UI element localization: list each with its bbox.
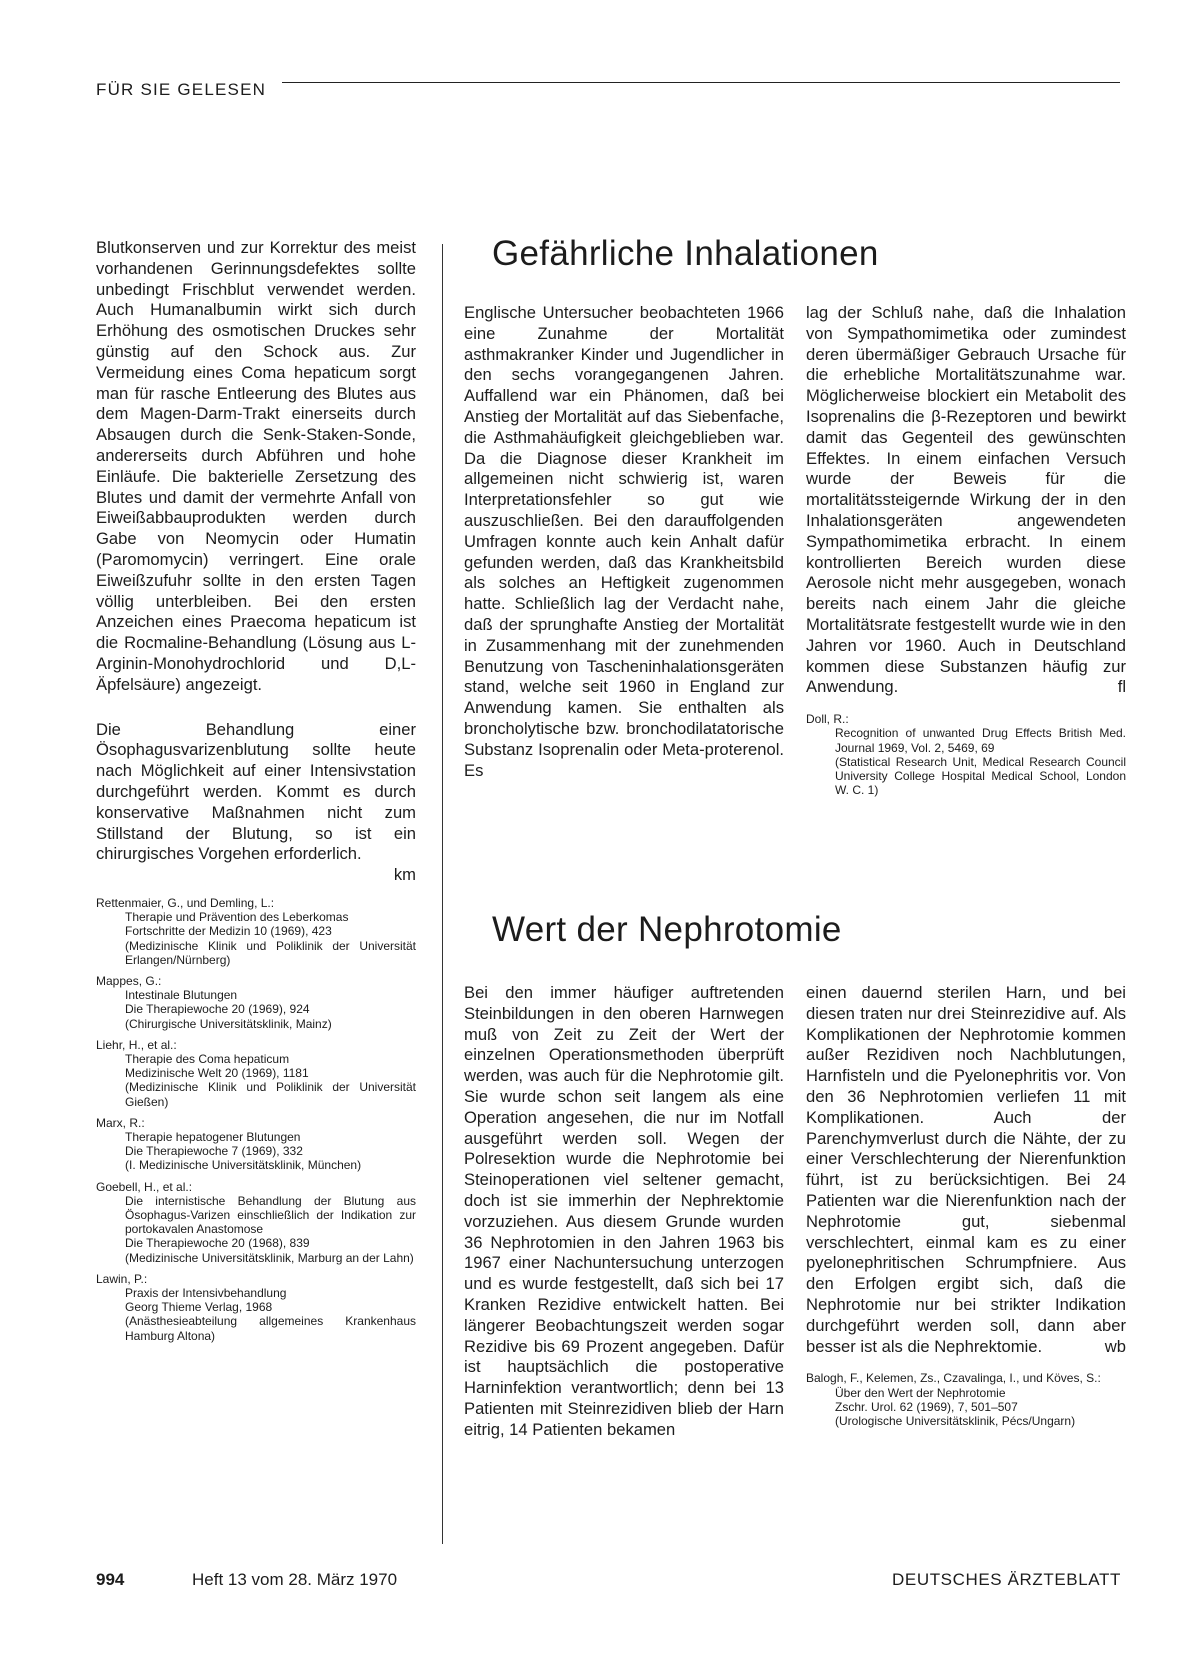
reference	[96, 1038, 416, 1109]
reference-line: Therapie des Coma hepaticum	[125, 1051, 290, 1066]
reference-line: Die Therapiewoche 20 (1969), 924	[125, 1002, 310, 1017]
reference-line: Georg Thieme Verlag, 1968	[125, 1300, 273, 1315]
left-references	[96, 896, 416, 1343]
left-paragraph-2-text: Die Behandlung einer Ösophagusvarizenblutung sollte heute nach Möglichkeit auf einer Intensivstation durchgeführt werden. Kommt es durch konservative Maßnahmen nicht zum Stillstand der Blutung, so ist ein chirurgisches Vorgehen erforderlich.	[96, 719, 416, 864]
reference	[96, 1272, 416, 1343]
reference-line: (Medizinische Universitätsklinik, Marburg an der Lahn)	[125, 1250, 414, 1265]
article-1-text-2-body: lag der Schluß nahe, daß die Inhalation von Sympathomimetika oder zumindest deren übermäßiger Gebrauch Ursache für die erhebliche Mortalitätszunahme war. Möglicherweise blockiert ein Metabolit des Isoprenalins die β-Rezeptoren und bewirkt damit das Gegenteil des gewünschten Effektes. In einem einfachen Versuch wurde der Beweis für die mortalitätssteigernde Wirkung der in den Inhalationsgeräten angewendeten Sympathomimetika erbracht. In einem kontrollierten Bereich wurden diese Aerosole nicht mehr ausgegeben, wonach bereits nach einem Jahr die gleiche Mortalitätsrate festgestellt wurde wie in den Jahren vor 1960. Auch in Deutschland kommen diese Substanzen häufig zur Anwendung.	[806, 303, 1126, 697]
reference-line: Über den Wert der Nephrotomie	[835, 1385, 1006, 1400]
reference-line: (Statistical Research Unit, Medical Research Council University College Hospital Medical School, London W. C. 1)	[835, 754, 1126, 798]
reference-line: Praxis der Intensivbehandlung	[125, 1285, 287, 1300]
reference-line: (Chirurgische Universitätsklinik, Mainz)	[125, 1016, 332, 1031]
journal-name: DEUTSCHES ÄRZTEBLATT	[892, 1570, 1121, 1589]
reference-author: Balogh, F., Kelemen, Zs., Czavalinga, I., und Köves, S.:	[806, 1371, 1101, 1386]
column-divider	[442, 244, 443, 1544]
reference-line: Fortschritte der Medizin 10 (1969), 423	[125, 924, 332, 939]
reference-line: Therapie und Prävention des Leberkomas	[125, 910, 349, 925]
reference-line: (Medizinische Klinik und Poliklinik der Universität Erlangen/Nürnberg)	[125, 938, 416, 967]
reference	[96, 896, 416, 967]
article-2-text-2	[806, 983, 1126, 1357]
article-1-column-1	[464, 303, 784, 781]
article-2-text-1: Bei den immer häufiger auftretenden Steinbildungen in den oberen Harnwegen muß von Zeit zu Zeit der Wert der einzelnen Operationsmethoden überprüft werden, was auch für die Nephrotomie gilt. Sie wurde schon seit langem als eine Operation angesehen, die nur im Notfall ausgeführt werden soll. Wegen der Polresektion wurde die Nephrotomie bei Steinoperationen viel seltener gemacht, doch ist sie immerhin der Nephrektomie vorzuziehen. Aus diesem Grunde wurden 36 Nephrotomien in den Jahren 1963 bis 1967 einer Nachuntersuchung unterzogen und es wurde festgestellt, daß sich bei 17 Kranken Rezidive entwickelt hatten. Bei längerer Beobachtungszeit werden sogar Rezidive bis 69 Prozent angegeben. Dafür ist hauptsächlich die postoperative Harninfektion verantwortlich; denn bei 13 Patienten mit Steinrezidiven blieb der Harn eitrig, 14 Patienten bekamen	[464, 983, 784, 1439]
issue-info: Heft 13 vom 28. März 1970	[192, 1570, 398, 1589]
reference-author: Goebell, H., et al.:	[96, 1179, 193, 1194]
article-1-reference	[806, 712, 1126, 797]
reference-line: Die Therapiewoche 20 (1968), 839	[125, 1236, 310, 1251]
left-paragraph-2	[96, 720, 416, 886]
reference-line: (Medizinische Klinik und Poliklinik der Universität Gießen)	[125, 1080, 416, 1109]
reference-author: Marx, R.:	[96, 1115, 145, 1130]
reference-line: Therapie hepatogener Blutungen	[125, 1129, 301, 1144]
article-1-signature: fl	[1117, 677, 1126, 697]
article-2-column-1	[464, 983, 784, 1441]
reference-line: Medizinische Welt 20 (1969), 1181	[125, 1066, 309, 1081]
reference-line: Intestinale Blutungen	[125, 988, 238, 1003]
reference-author: Mappes, G.:	[96, 973, 162, 988]
page-number: 994	[96, 1570, 125, 1589]
reference-line: (I. Medizinische Universitätsklinik, München)	[125, 1158, 362, 1173]
article-2-signature: wb	[1104, 1336, 1126, 1356]
reference-line: Die Therapiewoche 7 (1969), 332	[125, 1144, 303, 1159]
reference-line: Recognition of unwanted Drug Effects British Med. Journal 1969, Vol. 2, 5469, 69	[835, 726, 1126, 755]
article-2-reference	[806, 1371, 1126, 1428]
reference-line: (Anästhesieabteilung allgemeines Krankenhaus Hamburg Altona)	[125, 1314, 416, 1343]
reference-line: Zschr. Urol. 62 (1969), 7, 501–507	[835, 1399, 1018, 1414]
article-1-text-2	[806, 303, 1126, 698]
reference	[96, 1180, 416, 1265]
section-header: FÜR SIE GELESEN	[96, 80, 267, 99]
reference-line: (Urologische Universitätsklinik, Pécs/Ungarn)	[835, 1413, 1076, 1428]
left-paragraph-1: Blutkonserven und zur Korrektur des meist vorhandenen Gerinnungsdefektes sollte unbedingt Frischblut verwendet werden. Auch Humanalbumin wirkt sich durch Erhöhung des osmotischen Druckes sehr günstig auf den Schock aus. Zur Vermeidung eines Coma hepaticum sorgt man für rasche Entleerung des Blutes aus dem Magen-Darm-Trakt einerseits durch Absaugen durch die Senk-Staken-Sonde, andererseits durch Abführen und hohe Einläufe. Die bakterielle Zersetzung des Blutes und damit der vermehrte Anfall von Eiweißabbauprodukten werden durch Gabe von Neomycin oder Humatin (Paromomycin) verringert. Eine orale Eiweißzufuhr sollte in den ersten Tagen völlig unterbleiben. Bei den ersten Anzeichen eines Praecoma hepaticum ist die Rocmaline-Behandlung (Lösung aus L-Arginin-Monohydrochlorid und D,L-Äpfelsäure) angezeigt.	[96, 238, 416, 694]
left-column	[96, 238, 416, 1350]
reference	[96, 1116, 416, 1173]
reference-author: Doll, R.:	[806, 712, 849, 727]
article-2-text-2-body: einen dauernd sterilen Harn, und bei diesen traten nur drei Steinrezidive auf. Als Komplikationen der Nephrotomie kommen außer Rezidiven noch Nachblutungen, Harnfisteln und die Pyelonephritis vor. Von den 36 Nephrotomien verliefen 11 mit Komplikationen. Auch der Parenchymverlust durch die Nähte, der zu einer Verschlechterung der Nierenfunktion führt, ist zu berücksichtigen. Bei 24 Patienten war die Nierenfunktion nach der Nephrotomie gut, siebenmal verschlechtert, einmal kam es zu einer pyelonephritischen Schrumpfniere. Aus den Erfolgen ergibt sich, daß die Nephrotomie nur bei strikter Indikation durchgeführt werden soll, dann aber besser ist als die Nephrektomie.	[806, 983, 1126, 1356]
reference	[96, 974, 416, 1031]
header-rule	[282, 82, 1120, 83]
reference-line: Die internistische Behandlung der Blutung aus Ösophagus-Varizen einschließlich der Indikation zur portokavalen Anastomose	[125, 1193, 416, 1237]
article-title: Gefährliche Inhalationen	[492, 234, 879, 273]
article-2-column-2	[806, 983, 1126, 1428]
article-1-column-2	[806, 303, 1126, 797]
article-1-text-1: Englische Untersucher beobachteten 1966 eine Zunahme der Mortalität asthmakranker Kinder und Jugendlicher in den sechs vorangegangenen Jahren. Auffallend war ein Phänomen, daß bei Anstieg der Mortalität auf das Siebenfache, die Asthmahäufigkeit gleichgeblieben war. Da die Diagnose dieser Krankheit im allgemeinen nicht schwierig ist, waren Interpretationsfehler so gut wie auszuschließen. Bei den darauffolgenden Umfragen konnte auch kein Anhalt dafür gefunden werden, daß das Krankheitsbild als solches an Heftigkeit zugenommen hatte. Schließlich lag der Verdacht nahe, daß der sprunghafte Anstieg der Mortalität in Zusammenhang mit der zunehmenden Benutzung von Tascheninhalationsgeräten stand, welche seit 1960 in England zur Anwendung kamen. Sie enthalten als broncholytische bzw. bronchodilatatorische Substanz Isoprenalin oder Meta-proterenol. Es	[464, 303, 784, 780]
reference-author: Rettenmaier, G., und Demling, L.:	[96, 895, 275, 910]
article-title: Wert der Nephrotomie	[492, 910, 842, 949]
left-signature: km	[393, 865, 416, 885]
reference-author: Liehr, H., et al.:	[96, 1037, 177, 1052]
reference-author: Lawin, P.:	[96, 1271, 148, 1286]
